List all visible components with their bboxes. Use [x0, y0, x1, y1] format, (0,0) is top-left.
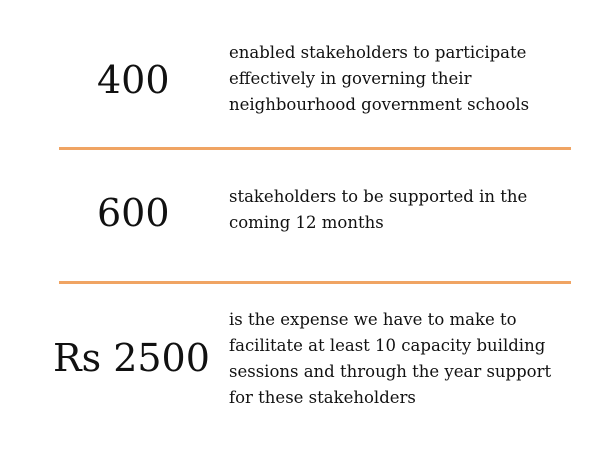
stat-description [229, 40, 589, 118]
stat-value: 400 [97, 58, 170, 102]
description-line: for these stakeholders [229, 388, 416, 407]
description-line: facilitate at least 10 capacity building [229, 336, 546, 355]
description-line: coming 12 months [229, 213, 384, 232]
description-line: neighbourhood government schools [229, 95, 530, 114]
description-line: sessions and through the year support [229, 362, 552, 381]
divider [59, 147, 571, 150]
stat-value: Rs 2500 [53, 336, 210, 380]
stat-description [229, 184, 589, 236]
description-line: effectively in governing their [229, 69, 472, 88]
stat-description [229, 307, 589, 411]
stat-value: 600 [97, 191, 170, 235]
description-line: enabled stakeholders to participate [229, 43, 527, 62]
description-line: stakeholders to be supported in the [229, 187, 528, 206]
description-line: is the expense we have to make to [229, 310, 517, 329]
divider [59, 281, 571, 284]
